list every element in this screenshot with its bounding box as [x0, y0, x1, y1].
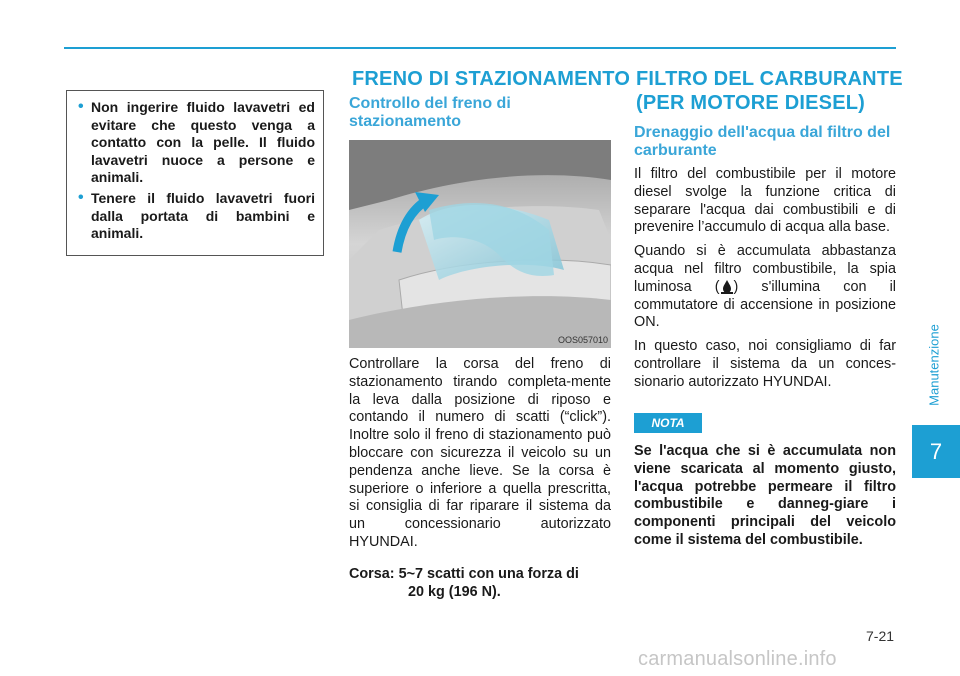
fuel-filter-para1: Il filtro del combustibile per il motore diesel svolge la funzione critica di separare l'acqua dai combustibili e di prevenire l’accumulo di acqua alla base. — [634, 166, 896, 236]
section-title-fuel-filter-line2: (PER MOTORE DIESEL) — [636, 92, 866, 114]
warning-item — [77, 99, 315, 187]
section-subtitle-parking-brake: Controllo del freno di stazionamento — [349, 95, 511, 130]
parking-brake-illustration — [349, 140, 611, 348]
stroke-spec-line2: 20 kg (196 N). — [408, 583, 501, 600]
note-label: NOTA — [634, 413, 702, 433]
fuel-filter-para2 — [634, 243, 896, 332]
chapter-number-tab: 7 — [912, 425, 960, 478]
warning-item — [77, 190, 315, 243]
fuel-filter-para3: In questo caso, noi consigliamo di far controllare il sistema da un conces-sionario autorizzato HYUNDAI. — [634, 338, 896, 390]
parking-brake-body — [349, 356, 611, 601]
parking-brake-paragraph: Controllare la corsa del freno di stazionamento tirando completa-mente la leva dalla posizione di riposo e contando il numero di scatti (“click”). Inoltre solo il freno di stazionamento può bloccare con sicurezza il veicolo su un pendenza anche lieve. Se la corsa è superiore o inferiore a quella prescritta, si consiglia di far riparare il sistema da un concessionario autorizzato HYUNDAI. — [349, 356, 611, 550]
section-title-parking-brake: FRENO DI STAZIONAMENTO — [352, 68, 631, 90]
chapter-side-label-text: Manutenzione — [926, 324, 942, 406]
warning-box — [66, 90, 324, 256]
parking-brake-photo — [349, 140, 611, 348]
section-subtitle-fuel-filter: Drenaggio dell'acqua dal filtro del carburante — [634, 124, 891, 159]
page-number: 7-21 — [866, 628, 895, 644]
water-in-fuel-lamp-icon — [720, 279, 734, 295]
section-title-fuel-filter-line1: FILTRO DEL CARBURANTE — [636, 68, 903, 90]
stroke-spec-line1: Corsa: 5~7 scatti con una forza di — [349, 565, 579, 582]
chapter-side-label — [914, 300, 954, 430]
para2-text-after: ) s'illumina con il commutatore di accensione in posizione ON. — [634, 278, 896, 331]
image-code: OOS057010 — [557, 335, 608, 345]
fuel-filter-body — [634, 166, 896, 398]
watermark: carmanualsonline.info — [638, 648, 837, 670]
bullet-icon: • — [78, 98, 84, 115]
top-rule — [64, 47, 896, 49]
note-text: Se l'acqua che si è accumulata non viene scaricata al momento giusto, l'acqua potrebbe permeare il filtro combustibile e danneg-giare i componenti principali del veicolo come il sistema del combustibile. — [634, 443, 896, 548]
para2-text-before: Quando si è accumulata abbastanza acqua nel filtro combustibile, la spia luminosa ( — [634, 243, 896, 295]
bullet-icon: • — [78, 188, 84, 206]
warning-text: Non ingerire fluido lavavetri ed evitare che questo venga a contatto con la pelle. Il fluido lavavetri nuoce a persone e animali. — [91, 99, 315, 186]
warning-text: Tenere il fluido lavavetri fuori dalla portata di bambini e animali. — [91, 189, 315, 242]
